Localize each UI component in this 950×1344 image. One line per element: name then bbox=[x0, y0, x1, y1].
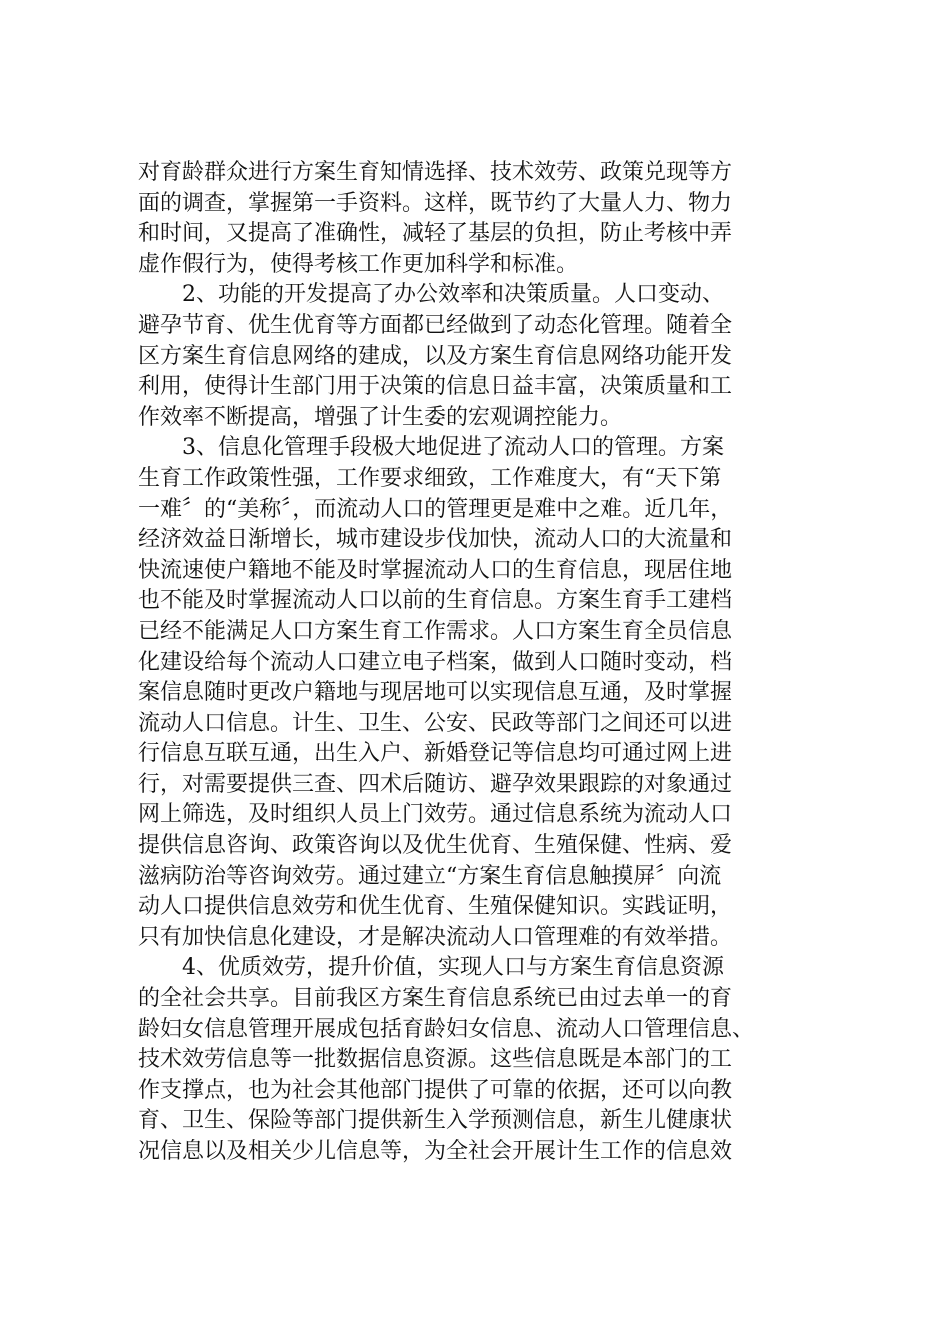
text-line: 也不能及时掌握流动人口以前的生育信息。方案生育手工建档 bbox=[138, 588, 733, 614]
text-line: 行，对需要提供三查、四术后随访、避孕效果跟踪的对象通过 bbox=[138, 771, 733, 797]
text-line: 对育龄群众进行方案生育知情选择、技术效劳、政策兑现等方 bbox=[138, 160, 733, 185]
paragraph-first-line: 3、信息化管理手段极大地促进了流动人口的管理。方案 bbox=[182, 435, 724, 461]
text-line: 生育工作政策性强，工作要求细致，工作难度大，有“天下第 bbox=[138, 465, 722, 491]
text-line: 流动人口信息。计生、卫生、公安、民政等部门之间还可以进 bbox=[138, 710, 733, 736]
text-line: 区方案生育信息网络的建成，以及方案生育信息网络功能开发 bbox=[138, 343, 733, 369]
text-line: 作支撑点，也为社会其他部门提供了可靠的依据，还可以向教 bbox=[138, 1077, 733, 1103]
text-line: 技术效劳信息等一批数据信息资源。这些信息既是本部门的工 bbox=[138, 1047, 733, 1073]
text-line: 案信息随时更改户籍地与现居地可以实现信息互通，及时掌握 bbox=[138, 680, 733, 706]
text-line: 动人口提供信息效劳和优生优育、生殖保健知识。实践证明， bbox=[138, 894, 733, 920]
text-line: 经济效益日渐增长，城市建设步伐加快，流动人口的大流量和 bbox=[138, 527, 733, 553]
text-line: 网上筛选，及时组织人员上门效劳。通过信息系统为流动人口 bbox=[138, 802, 733, 828]
text-line: 和时间，又提高了准确性，减轻了基层的负担，防止考核中弄 bbox=[138, 221, 733, 247]
text-line: 虚作假行为，使得考核工作更加科学和标准。 bbox=[138, 251, 579, 277]
text-line: 况信息以及相关少儿信息等，为全社会开展计生工作的信息效 bbox=[138, 1139, 733, 1164]
text-line: 育、卫生、保险等部门提供新生入学预测信息，新生儿健康状 bbox=[138, 1108, 733, 1134]
text-line: 行信息互联互通，出生入户、新婚登记等信息均可通过网上进 bbox=[138, 741, 733, 767]
text-line: 已经不能满足人口方案生育工作需求。人口方案生育全员信息 bbox=[138, 618, 733, 644]
text-line: 面的调查，掌握第一手资料。这样，既节约了大量人力、物力 bbox=[138, 190, 733, 216]
text-line: 的全社会共享。目前我区方案生育信息系统已由过去单一的育 bbox=[138, 986, 733, 1012]
body-text bbox=[138, 158, 838, 1168]
paragraph-first-line: 4、优质效劳，提升价值，实现人口与方案生育信息资源 bbox=[182, 955, 724, 981]
text-line: 快流速使户籍地不能及时掌握流动人口的生育信息，现居住地 bbox=[138, 557, 733, 583]
paragraph-first-line: 2、功能的开发提高了办公效率和决策质量。人口变动、 bbox=[182, 282, 724, 308]
text-line: 化建设给每个流动人口建立电子档案，做到人口随时变动，档 bbox=[138, 649, 733, 675]
text-line: 利用，使得计生部门用于决策的信息日益丰富，决策质量和工 bbox=[138, 374, 733, 400]
text-line: 作效率不断提高，增强了计生委的宏观调控能力。 bbox=[138, 404, 623, 430]
text-line: 提供信息咨询、政策咨询以及优生优育、生殖保健、性病、爱 bbox=[138, 833, 733, 859]
text-line: 避孕节育、优生优育等方面都已经做到了动态化管理。随着全 bbox=[138, 312, 733, 338]
text-line: 龄妇女信息管理开展成包括育龄妇女信息、流动人口管理信息、 bbox=[138, 1016, 755, 1042]
text-line: 一难〞的“美称〞，而流动人口的管理更是难中之难。近几年， bbox=[138, 496, 733, 522]
text-line: 只有加快信息化建设，才是解决流动人口管理难的有效举措。 bbox=[138, 924, 733, 950]
text-line: 滋病防治等咨询效劳。通过建立“方案生育信息触摸屏〞向流 bbox=[138, 863, 722, 889]
